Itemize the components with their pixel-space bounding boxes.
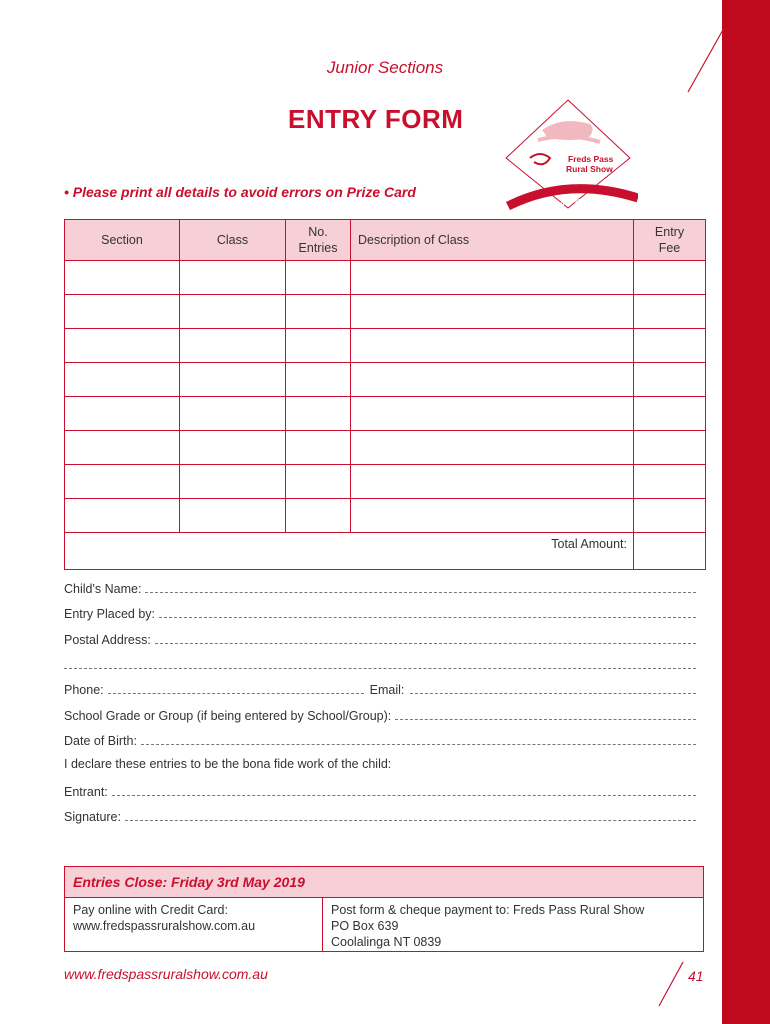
online-payment-label: Pay online with Credit Card:	[73, 903, 228, 917]
postal-address-line[interactable]	[155, 631, 696, 644]
cell-description[interactable]	[351, 363, 634, 397]
cell-description[interactable]	[351, 499, 634, 533]
entries-close-heading: Entries Close: Friday 3rd May 2019	[65, 867, 703, 898]
cell-fee[interactable]	[634, 261, 706, 295]
entry-placed-by-line[interactable]	[159, 605, 696, 618]
child-name-label: Child's Name:	[64, 582, 142, 596]
cell-fee[interactable]	[634, 431, 706, 465]
cell-description[interactable]	[351, 397, 634, 431]
dob-label: Date of Birth:	[64, 734, 137, 748]
cell-fee[interactable]	[634, 363, 706, 397]
instruction-text: • Please print all details to avoid errors on Prize Card	[64, 184, 416, 200]
cell-fee[interactable]	[634, 397, 706, 431]
total-amount-cell[interactable]	[634, 533, 706, 570]
cell-no-entries[interactable]	[286, 397, 351, 431]
cell-fee[interactable]	[634, 329, 706, 363]
phone-email-field[interactable]	[64, 679, 696, 697]
cell-class[interactable]	[180, 329, 286, 363]
child-name-line[interactable]	[145, 580, 696, 593]
entries-close-box	[64, 866, 704, 952]
entries-label: Entries	[298, 241, 338, 255]
cell-fee[interactable]	[634, 465, 706, 499]
online-payment-info	[65, 898, 323, 952]
cell-description[interactable]	[351, 329, 634, 363]
fee-label: Fee	[658, 241, 681, 255]
email-label: Email:	[369, 683, 405, 697]
cell-section[interactable]	[65, 465, 180, 499]
postal-payment-line1: Post form & cheque payment to: Freds Pass Rural Show	[331, 903, 645, 917]
postal-address-field[interactable]	[64, 629, 696, 647]
payment-info	[65, 898, 703, 952]
table-header-row	[65, 220, 706, 261]
email-line[interactable]	[410, 681, 696, 694]
form-title: ENTRY FORM	[288, 104, 464, 134]
declaration-text: I declare these entries to be the bona fide work of the child:	[64, 757, 392, 771]
school-grade-line[interactable]	[395, 707, 696, 720]
cell-class[interactable]	[180, 397, 286, 431]
postal-payment-line2: PO Box 639	[331, 919, 399, 933]
table-row	[65, 295, 706, 329]
logo-line1: Freds Pass	[568, 154, 614, 164]
cell-section[interactable]	[65, 261, 180, 295]
table-row	[65, 363, 706, 397]
table-row	[65, 261, 706, 295]
cell-section[interactable]	[65, 295, 180, 329]
col-header-class: Class	[180, 220, 286, 261]
child-name-field[interactable]	[64, 578, 696, 596]
cell-section[interactable]	[65, 431, 180, 465]
logo-tagline: 2019 Celebrating 40 years	[516, 196, 591, 215]
entrant-line[interactable]	[112, 783, 696, 796]
cell-description[interactable]	[351, 295, 634, 329]
cell-section[interactable]	[65, 329, 180, 363]
cell-no-entries[interactable]	[286, 363, 351, 397]
section-heading: Junior Sections	[326, 58, 444, 77]
col-header-no-entries	[286, 220, 351, 261]
col-header-entry-fee	[634, 220, 706, 261]
entrant-label: Entrant:	[64, 785, 108, 799]
cell-no-entries[interactable]	[286, 499, 351, 533]
postal-address-line-2[interactable]	[64, 654, 696, 672]
phone-line[interactable]	[108, 681, 364, 694]
entry-label: Entry	[654, 225, 685, 239]
postal-address-label: Postal Address:	[64, 633, 151, 647]
cell-section[interactable]	[65, 397, 180, 431]
page-number: 41	[688, 968, 704, 984]
school-grade-label: School Grade or Group (if being entered by School/Group):	[64, 709, 392, 723]
footer-url[interactable]: www.fredspassruralshow.com.au	[64, 966, 268, 982]
col-header-description: Description of Class	[351, 220, 634, 261]
entry-placed-by-label: Entry Placed by:	[64, 607, 156, 621]
cell-description[interactable]	[351, 465, 634, 499]
side-bar	[722, 0, 770, 1024]
no-label: No.	[308, 225, 328, 239]
cell-class[interactable]	[180, 295, 286, 329]
cell-class[interactable]	[180, 431, 286, 465]
table-row	[65, 431, 706, 465]
postal-payment-info	[323, 898, 703, 952]
cell-no-entries[interactable]	[286, 431, 351, 465]
cell-class[interactable]	[180, 363, 286, 397]
cell-no-entries[interactable]	[286, 295, 351, 329]
signature-label: Signature:	[64, 810, 121, 824]
entry-placed-by-field[interactable]	[64, 603, 696, 621]
show-logo	[498, 96, 638, 216]
logo-line2: Rural Show	[566, 164, 613, 174]
entrant-field[interactable]	[64, 781, 696, 799]
decorative-diagonal-bottom	[655, 960, 685, 1008]
table-row	[65, 329, 706, 363]
cell-fee[interactable]	[634, 499, 706, 533]
total-row	[65, 533, 706, 570]
table-row	[65, 397, 706, 431]
entries-table	[64, 219, 706, 570]
signature-field[interactable]	[64, 806, 696, 824]
cell-class[interactable]	[180, 499, 286, 533]
cell-section[interactable]	[65, 499, 180, 533]
postal-payment-line3: Coolalinga NT 0839	[331, 935, 442, 949]
phone-label: Phone:	[64, 683, 104, 697]
cell-section[interactable]	[65, 363, 180, 397]
dob-line[interactable]	[141, 732, 696, 745]
signature-line[interactable]	[125, 808, 696, 821]
cell-description[interactable]	[351, 261, 634, 295]
cell-description[interactable]	[351, 431, 634, 465]
table-row	[65, 465, 706, 499]
cell-no-entries[interactable]	[286, 261, 351, 295]
postal-address-line-2-rule[interactable]	[64, 656, 696, 669]
col-header-section: Section	[65, 220, 180, 261]
cell-fee[interactable]	[634, 295, 706, 329]
online-payment-url[interactable]: www.fredspassruralshow.com.au	[73, 919, 256, 933]
total-amount-label: Total Amount:	[65, 533, 634, 570]
table-row	[65, 499, 706, 533]
school-grade-field[interactable]	[64, 705, 696, 723]
cell-no-entries[interactable]	[286, 465, 351, 499]
dob-field[interactable]	[64, 730, 696, 748]
cell-no-entries[interactable]	[286, 329, 351, 363]
cell-class[interactable]	[180, 261, 286, 295]
cell-class[interactable]	[180, 465, 286, 499]
